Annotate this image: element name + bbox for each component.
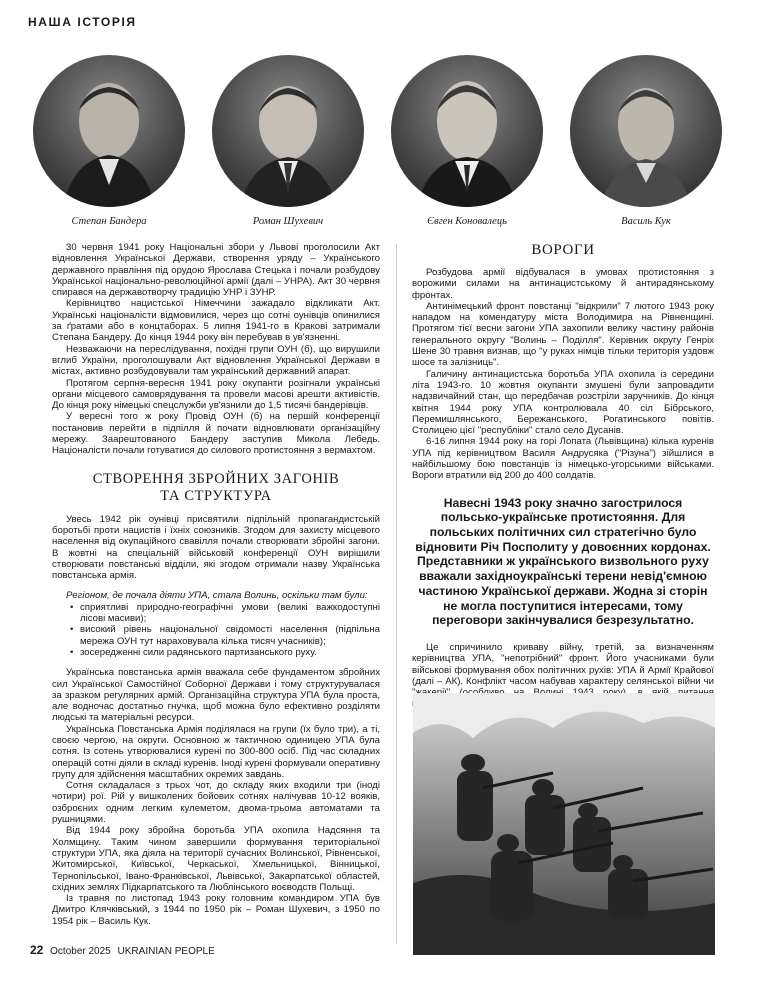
portrait-photo-icon bbox=[570, 55, 722, 207]
heading-line: ТА СТРУКТУРА bbox=[160, 487, 272, 504]
heading-line: СТВОРЕННЯ ЗБРОЙНИХ ЗАГОНІВ bbox=[92, 470, 340, 487]
portrait-caption: Степан Бандера bbox=[71, 216, 147, 227]
body-paragraph: Від 1944 року збройна боротьба УПА охопила Надсяння та Холмщину. Таким чином завершили формування територіальної структури УПА, яка діяла на території сучасних Волинської, Рівненської, Житомирської, Київської, Черкаської, Хмельницької, Вінницької, Тернопільської, Івано-Франківської, Львівської, Закарпатської областей, східних землях Підкарпатського та Люблінського воєводств Польщі. bbox=[52, 825, 380, 893]
portrait-photo-icon bbox=[33, 55, 185, 207]
portrait-caption: Василь Кук bbox=[621, 216, 671, 227]
portrait-konovalets bbox=[391, 55, 543, 227]
portrait-bandera bbox=[33, 55, 185, 227]
body-paragraph: Галичину антинацистська боротьба УПА охопила із середини літа 1943-го. 10 жовтня окупанти змушені були запровадити надзвичайний стан, що передбачав розстріли заручників. До кінця квітня 1944 року УПА контролювала 40 сіл Бібрського, Перемишлянського, Бережанського, Рогатинського повітів. Столицею цієї "республіки" стало село Дусанів. bbox=[412, 368, 714, 437]
right-column bbox=[412, 242, 714, 710]
column-divider bbox=[396, 244, 397, 944]
body-paragraph: Українська повстанська армія вважала себе фундаментом збройних сил Української Самостійної Соборної Держави і тому структурувалася за зразком регулярних армій. Організаційна структура УПА була проста, але водночас достатньо гнучка, щоб можна було ефективно розділяти людські та матеріальні ресурси. bbox=[52, 667, 380, 724]
portrait-shukhevych bbox=[212, 55, 364, 227]
list-item: • сприятливі природно-географічні умови (великі важкодоступні лісові масиви); bbox=[80, 602, 380, 625]
body-paragraph: Сотня складалася з трьох чот, до складу яких входили три (іноді чотири) рої. Рій у вишколених бойових сотнях налічував 10-12 вояків, озброєних одним легким кулеметом, двома-трьома автоматами та рушницями. bbox=[52, 780, 380, 826]
portrait-row bbox=[0, 55, 760, 235]
bullet-list bbox=[52, 602, 380, 658]
page-footer bbox=[30, 943, 215, 957]
page-number: 22 bbox=[30, 943, 44, 957]
portrait-caption: Євген Коновалець bbox=[427, 216, 507, 227]
portrait-photo-icon bbox=[391, 55, 543, 207]
body-paragraph: Із травня по листопад 1943 року головним командиром УПА був Дмитро Клячківський, з 1944 по 1950 рік – Роман Шухевич, з 1950 по 1954 рік – Василь Кук. bbox=[52, 893, 380, 927]
body-paragraph: Увесь 1942 рік оунівці присвятили підпільній пропагандистській боротьбі проти нацистів і їхніх союзників. Згодом для захисту місцевого населення від окупаційного свавілля почали створювати збройні загони. В жовтні на спеціальній військовій конференції ОУН вирішили створювати повстанські відділи, які згодом отримали назву Українська повстанська армія. bbox=[52, 513, 380, 582]
portrait-kuk bbox=[570, 55, 722, 227]
body-paragraph: Керівництво нацистської Німеччини зажадало відкликати Акт. Українські націоналісти відмовилися, через що сотні оунівців опинилися за ґратами або в концтаборах. 5 липня 1941-го в Кракові затримали Степана Бандеру. До кінця 1944 року він перебував в ув'язненні. bbox=[52, 298, 380, 344]
body-paragraph: Українська Повстанська Армія поділялася на групи (їх було три), а ті, своєю чергою, на округи. Основною ж тактичною одиницею УПА була сотня. Із сотень утворювалися курені по 300-800 осіб. Під час складних операцій сотні діяли в складі куренів. Іноді курені формували оперативну групу для здійснення масштабних окремих завдань. bbox=[52, 723, 380, 780]
portrait-photo-icon bbox=[212, 55, 364, 207]
list-item: • зосередженні сили радянського партизанського руху. bbox=[80, 647, 380, 658]
list-intro: Регіоном, де почала діяти УПА, стала Волинь, оскільки там були: bbox=[66, 590, 368, 602]
list-item: • високий рівень національної свідомості населення (підпільна мережа ОУН тут нараховувала кілька тисяч учасників); bbox=[80, 624, 380, 647]
body-paragraph: 6-16 липня 1944 року на горі Лопата (Львівщина) кілька куренів УПА під керівництвом Василя Андрусяка ("Різуна") зійшлися в найбільшому бою повстанців із німецько-угорськими військами. Вороги втратили від 200 до 400 солдатів. bbox=[412, 436, 714, 482]
portrait-caption: Роман Шухевич bbox=[252, 216, 324, 227]
body-paragraph: Протягом серпня-вересня 1941 року окупанти розігнали українські органи місцевого самоврядування та провели масові арешти активістів. До кінця року німецькі спецслужби ув'язнили до 1,5 тисячі бандерівців. bbox=[52, 377, 380, 412]
section-heading-structure bbox=[52, 471, 380, 505]
body-paragraph: У вересні того ж року Провід ОУН (б) на першій конференції постановив перейти в підпілля й почати відновлювати організаційну мережу. Заарештованого Бандеру заступив Микола Лебедь. Націоналісти почали готуватися до силового протистояння з вермахтом. bbox=[52, 411, 380, 457]
body-paragraph: Незважаючи на переслідування, похідні групи ОУН (б), що вирушили вглиб України, проголошували Акт відновлення Української Держави в містах, активно розбудовували там український державний апарат. bbox=[52, 343, 380, 378]
body-paragraph: Розбудова армії відбувалася в умовах протистояння з ворожими силами на антинацистському й антирадянському фронтах. bbox=[412, 267, 714, 301]
section-heading-enemies: ВОРОГИ bbox=[531, 242, 595, 258]
body-paragraph: Це спричинило криваву війну, третій, за визначенням керівництва УПА, "непотрібний" фронт. Його учасниками були військові формування обох політичних рухів: УПА й Армії Крайової (далі – АК). Конфлікт часом набував характеру селянської війни чи bbox=[412, 641, 714, 687]
pull-quote: Навесні 1943 року значно загострилося польсько-українське протистояння. Для польських політичних сил стратегічно було відновити Річ Посполиту у довоєнних кордонах. Представники ж українського визвольного руху вважали західноукраїнські терени невід'ємною частиною Української держави. Жодна зі сторін не могла поступитися інтересами, тому переговори закінчувалися безрезультатно. bbox=[415, 495, 711, 628]
left-column bbox=[52, 242, 380, 927]
section-label: НАША ІСТОРІЯ bbox=[28, 15, 137, 29]
body-paragraph: Антинімецький фронт повстанці "відкрили" 7 лютого 1943 року нападом на комендатуру міста Володимира на Рівненщині. Протягом тієї весни загони УПА захопили велику частину районів генерального округу "Волинь – Поділля". Керівник округу Генріх Шене 30 травня визнав, що "у руках німців тільки територія уздовж шосе та залізниць". bbox=[412, 300, 714, 369]
issue-date: October 2025 bbox=[50, 946, 111, 957]
body-paragraph: 30 червня 1941 року Національні збори у Львові проголосили Акт відновлення Української Держави, створення уряду – Українського державного правління під орудою Ярослава Стецька і почали розбудову Української національно-революційної армії (далі – УНРА). Акт 30 червня спирався на державотворчу традицію УНР і ЗУНР. bbox=[52, 242, 380, 299]
magazine-name: UKRAINIAN PEOPLE bbox=[117, 946, 215, 957]
historical-photo-icon bbox=[413, 693, 715, 955]
